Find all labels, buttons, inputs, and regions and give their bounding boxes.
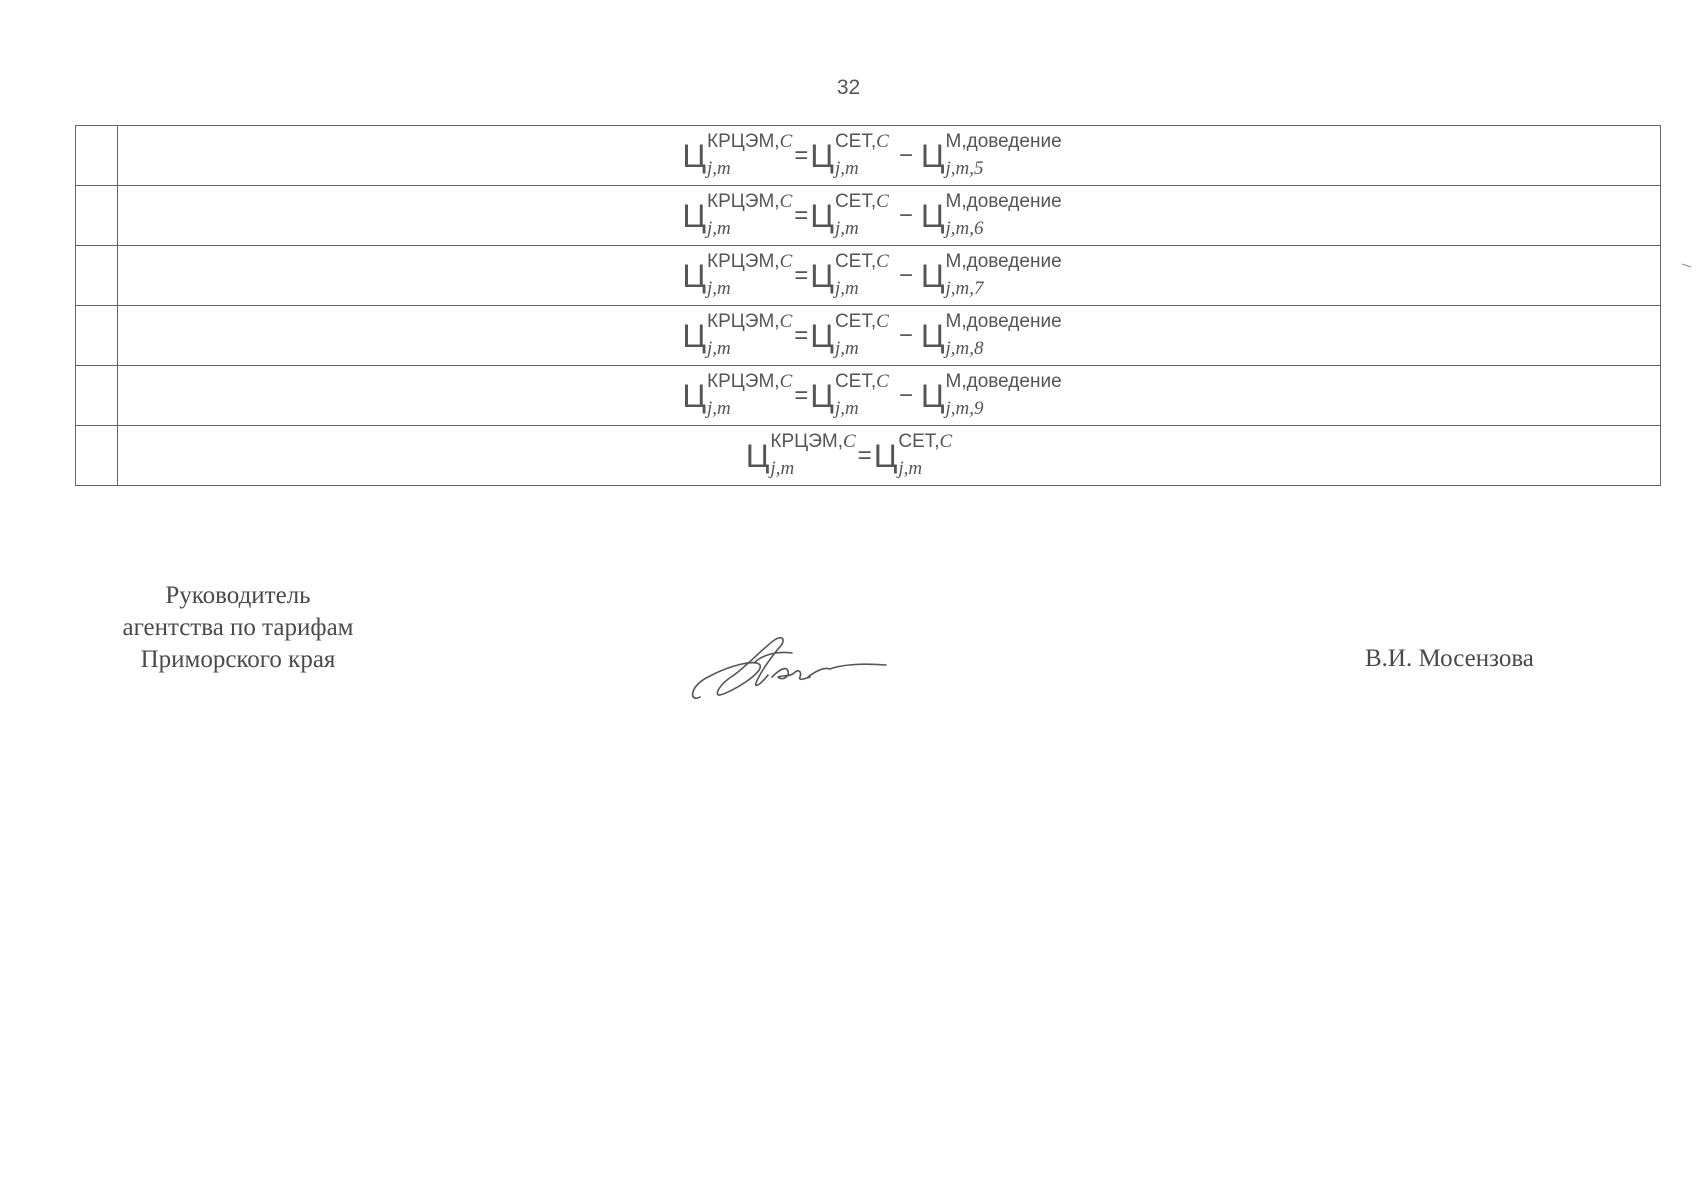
superscript <box>946 312 1062 331</box>
formula <box>745 430 953 479</box>
row-number-cell <box>76 426 118 485</box>
price-indices <box>945 130 1062 179</box>
price-indices <box>945 190 1062 239</box>
superscript-italic: C <box>842 430 856 452</box>
superscript-italic: C <box>779 250 793 272</box>
subscript: j,m <box>834 337 859 359</box>
signatory-title-line: Приморского края <box>140 646 336 673</box>
table-row <box>76 426 1660 485</box>
superscript-italic: C <box>876 250 889 272</box>
formula-cell <box>118 366 1660 425</box>
price-indices <box>945 310 1062 359</box>
price-base-letter: Ц <box>682 377 707 414</box>
equals-sign: = <box>794 381 809 409</box>
superscript <box>835 252 889 271</box>
formula-cell <box>118 186 1660 245</box>
superscript-text: М,доведение <box>945 370 1062 392</box>
superscript-text: СЕТ, <box>834 310 877 332</box>
formula <box>682 190 1062 239</box>
subscript: j,m <box>834 217 859 239</box>
price-base-letter: Ц <box>682 257 707 294</box>
table-row <box>76 366 1660 426</box>
superscript-italic: C <box>876 190 889 212</box>
subscript: j,m <box>834 157 859 179</box>
formula-cell <box>118 246 1660 305</box>
subscript: j,m,8 <box>945 337 984 359</box>
price-symbol <box>920 190 1062 239</box>
price-base-letter: Ц <box>682 317 707 354</box>
subscript: j,m <box>707 217 731 239</box>
formula-table <box>75 125 1661 486</box>
price-indices <box>898 430 953 479</box>
signatory-title-line: Руководитель <box>165 582 311 609</box>
superscript <box>835 372 889 391</box>
superscript-text: М,доведение <box>945 190 1062 212</box>
row-number-cell <box>76 186 118 245</box>
row-number-cell <box>76 246 118 305</box>
price-symbol <box>810 190 889 239</box>
formula <box>682 130 1062 179</box>
price-symbol <box>682 310 793 359</box>
price-indices <box>707 310 793 359</box>
superscript <box>770 432 855 451</box>
formula <box>682 250 1062 299</box>
price-base-letter: Ц <box>810 137 834 174</box>
equals-sign: = <box>794 321 809 349</box>
superscript <box>946 192 1062 211</box>
signatory-title-line: агентства по тарифам <box>122 614 354 641</box>
superscript-italic: C <box>876 130 889 152</box>
superscript-text: СЕТ, <box>898 430 940 452</box>
price-indices <box>834 370 889 419</box>
superscript <box>707 132 792 151</box>
price-indices <box>834 250 889 299</box>
superscript <box>835 192 889 211</box>
superscript <box>707 192 792 211</box>
table-row <box>76 306 1660 366</box>
price-indices <box>945 370 1062 419</box>
superscript <box>707 372 792 391</box>
price-symbol <box>920 370 1062 419</box>
price-symbol <box>682 130 793 179</box>
superscript-italic: C <box>779 130 793 152</box>
superscript-text: М,доведение <box>945 130 1062 152</box>
price-base-letter: Ц <box>682 137 707 174</box>
price-indices <box>770 430 856 479</box>
formula-cell <box>118 126 1660 185</box>
row-number-cell <box>76 126 118 185</box>
price-symbol <box>682 250 793 299</box>
superscript-italic: C <box>779 190 793 212</box>
subscript: j,m,5 <box>945 157 984 179</box>
subscript: j,m <box>707 277 731 299</box>
price-base-letter: Ц <box>810 197 834 234</box>
price-symbol <box>873 430 953 479</box>
price-indices <box>707 370 793 419</box>
subscript: j,m,6 <box>945 217 984 239</box>
price-symbol <box>810 310 889 359</box>
superscript-italic: C <box>939 430 953 452</box>
formula <box>682 310 1062 359</box>
handwritten-signature <box>690 625 910 715</box>
superscript-text: СЕТ, <box>834 370 877 392</box>
subscript: j,m <box>834 277 859 299</box>
signatory-title <box>88 580 388 676</box>
price-symbol <box>810 130 889 179</box>
price-base-letter: Ц <box>920 197 945 234</box>
price-symbol <box>810 250 889 299</box>
price-base-letter: Ц <box>810 257 834 294</box>
price-indices <box>707 190 793 239</box>
price-indices <box>834 310 889 359</box>
equals-sign: = <box>794 261 809 289</box>
table-row <box>76 186 1660 246</box>
formula-cell <box>118 306 1660 365</box>
price-indices <box>834 190 889 239</box>
price-symbol <box>745 430 856 479</box>
subscript: j,m,7 <box>945 277 984 299</box>
row-number-cell <box>76 366 118 425</box>
minus-sign: − <box>898 201 913 229</box>
price-symbol <box>920 250 1062 299</box>
equals-sign: = <box>794 141 809 169</box>
superscript <box>835 312 889 331</box>
table-row <box>76 246 1660 306</box>
subscript: j,m <box>898 457 923 479</box>
superscript-text: СЕТ, <box>834 250 877 272</box>
price-base-letter: Ц <box>920 137 945 174</box>
superscript-italic: C <box>779 310 793 332</box>
price-symbol <box>920 310 1062 359</box>
price-base-letter: Ц <box>920 317 945 354</box>
row-number-cell <box>76 306 118 365</box>
superscript <box>707 312 792 331</box>
equals-sign: = <box>794 201 809 229</box>
price-base-letter: Ц <box>810 377 834 414</box>
superscript <box>946 252 1062 271</box>
subscript: j,m <box>770 457 795 479</box>
superscript-text: СЕТ, <box>834 130 877 152</box>
table-row <box>76 126 1660 186</box>
price-base-letter: Ц <box>682 197 707 234</box>
superscript-text: КРЦЭМ, <box>707 310 780 332</box>
price-indices <box>707 130 793 179</box>
equals-sign: = <box>857 441 872 469</box>
minus-sign: − <box>898 381 913 409</box>
subscript: j,m <box>707 157 731 179</box>
formula-cell <box>118 426 1660 485</box>
price-base-letter: Ц <box>920 257 945 294</box>
price-base-letter: Ц <box>920 377 945 414</box>
superscript-italic: C <box>876 310 889 332</box>
superscript-text: КРЦЭМ, <box>707 250 780 272</box>
formula <box>682 370 1062 419</box>
scan-speck <box>1682 262 1692 268</box>
price-symbol <box>682 190 793 239</box>
subscript: j,m,9 <box>945 397 984 419</box>
superscript-text: КРЦЭМ, <box>707 130 780 152</box>
price-indices <box>707 250 793 299</box>
price-base-letter: Ц <box>745 437 770 474</box>
superscript <box>946 132 1062 151</box>
subscript: j,m <box>707 397 731 419</box>
minus-sign: − <box>898 321 913 349</box>
page-number: 32 <box>836 76 861 99</box>
price-symbol <box>920 130 1062 179</box>
subscript: j,m <box>707 337 731 359</box>
superscript-text: КРЦЭМ, <box>707 370 780 392</box>
superscript <box>898 432 952 451</box>
minus-sign: − <box>898 261 913 289</box>
price-indices <box>834 130 889 179</box>
subscript: j,m <box>834 397 859 419</box>
superscript-text: КРЦЭМ, <box>707 190 780 212</box>
superscript <box>707 252 792 271</box>
superscript-italic: C <box>779 370 793 392</box>
superscript-italic: C <box>876 370 889 392</box>
superscript-text: КРЦЭМ, <box>770 430 843 452</box>
superscript-text: М,доведение <box>945 310 1062 332</box>
price-symbol <box>682 370 793 419</box>
superscript <box>946 372 1062 391</box>
superscript-text: СЕТ, <box>834 190 877 212</box>
minus-sign: − <box>898 141 913 169</box>
price-indices <box>945 250 1062 299</box>
signer-name: В.И. Мосензова <box>1365 645 1534 672</box>
price-symbol <box>810 370 889 419</box>
superscript <box>835 132 889 151</box>
superscript-text: М,доведение <box>945 250 1062 272</box>
price-base-letter: Ц <box>810 317 834 354</box>
price-base-letter: Ц <box>873 437 898 474</box>
